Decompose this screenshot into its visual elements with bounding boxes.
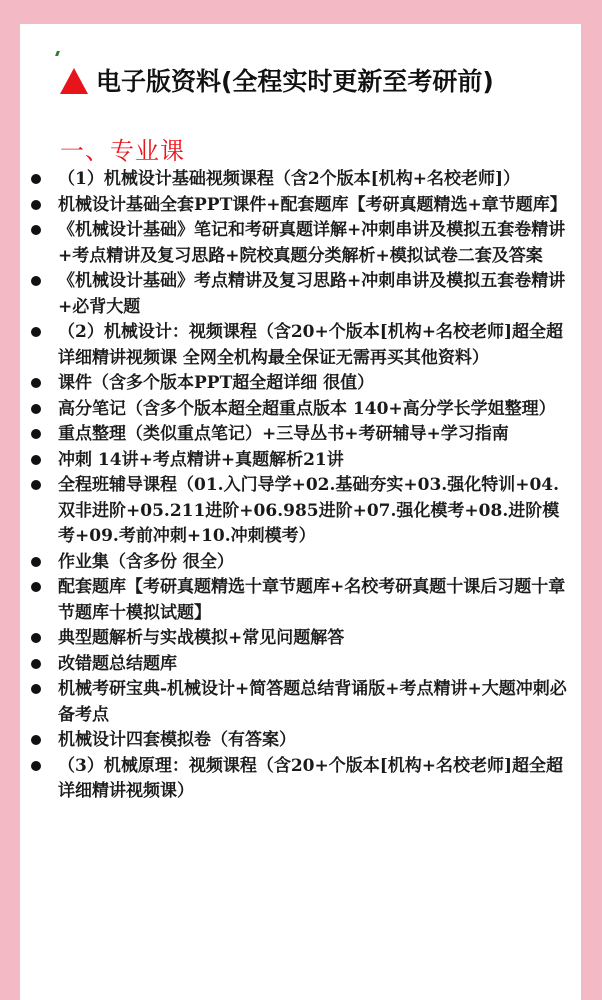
- list-item-text: 《机械设计基础》考点精讲及复习思路+冲刺串讲及模拟五套卷精讲+必背大题: [58, 271, 566, 317]
- document-card: [20, 24, 581, 1000]
- list-item-text: 配套题库【考研真题精选十章节题库+名校考研真题十课后习题十章节题库十模拟试题】: [58, 577, 566, 623]
- list-item: [20, 422, 581, 448]
- list-item: [20, 218, 581, 269]
- bullet-icon: [31, 480, 41, 490]
- list-item-text: 机械设计基础全套PPT课件+配套题库【考研真题精选+章节题库】: [58, 194, 567, 215]
- list-item-text: 机械设计四套模拟卷（有答案）: [58, 730, 296, 750]
- bullet-icon: [31, 225, 41, 235]
- bullet-icon: [31, 761, 41, 771]
- list-item: [20, 397, 581, 423]
- list-item: [20, 652, 581, 678]
- list-item: [20, 550, 581, 576]
- list-item: [20, 728, 581, 754]
- title-row: [60, 60, 494, 100]
- list-item-text: 高分笔记（含多个版本超全超重点版本 140+高分学长学姐整理）: [58, 398, 556, 419]
- list-item-text: 全程班辅导课程（01.入门导学+02.基础夯实+03.强化特训+04.双非进阶+05.211进阶+06.985进阶+07.强化模考+08.进阶模考+09.考前冲刺+10.冲刺模考）: [58, 475, 560, 546]
- list-item-text: （1）机械设计基础视频课程（含2个版本[机构+名校老师]）: [58, 169, 520, 189]
- list-item: [20, 320, 581, 371]
- list-item-text: 重点整理（类似重点笔记）+三导丛书+考研辅导+学习指南: [58, 424, 509, 444]
- list-item: [20, 575, 581, 626]
- bullet-icon: [31, 174, 41, 184]
- bullet-icon: [31, 276, 41, 286]
- list-item-text: 典型题解析与实战模拟+常见问题解答: [58, 628, 345, 648]
- list-item: [20, 448, 581, 474]
- list-item-text: （3）机械原理：视频课程（含20+个版本[机构+名校老师]超全超详细精讲视频课）: [58, 755, 564, 801]
- corner-mark: [55, 51, 60, 56]
- list-item: [20, 626, 581, 652]
- bullet-icon: [31, 404, 41, 414]
- bullet-icon: [31, 455, 41, 465]
- resource-list: [20, 167, 581, 805]
- list-item: [20, 193, 581, 219]
- list-item: [20, 677, 581, 728]
- list-item-text: 冲刺 14讲+考点精讲+真题解析21讲: [58, 449, 344, 470]
- list-item-text: 改错题总结题库: [58, 653, 177, 674]
- list-item-text: 《机械设计基础》笔记和考研真题详解+冲刺串讲及模拟五套卷精讲+考点精讲及复习思路+院校真题分类解析+模拟试卷二套及答案: [58, 220, 566, 266]
- bullet-icon: [31, 659, 41, 669]
- list-item-text: （2）机械设计：视频课程（含20+个版本[机构+名校老师]超全超详细精讲视频课 全网全机构最全保证无需再买其他资料）: [58, 322, 564, 368]
- bullet-icon: [31, 200, 41, 210]
- bullet-icon: [31, 557, 41, 567]
- bullet-icon: [31, 633, 41, 643]
- list-item: [20, 371, 581, 397]
- bullet-icon: [31, 378, 41, 388]
- list-item-text: 作业集（含多份 很全）: [58, 551, 234, 572]
- list-item-text: 机械考研宝典-机械设计+简答题总结背诵版+考点精讲+大题冲刺必备考点: [58, 679, 567, 725]
- bullet-icon: [31, 327, 41, 337]
- triangle-icon: [60, 68, 88, 94]
- list-item: [20, 269, 581, 320]
- list-item: [20, 754, 581, 805]
- list-item-text: 课件（含多个版本PPT超全超详细 很值）: [58, 373, 375, 393]
- list-item: [20, 167, 581, 193]
- page-title: 电子版资料(全程实时更新至考研前): [96, 67, 494, 96]
- bullet-icon: [31, 429, 41, 439]
- bullet-icon: [31, 684, 41, 694]
- bullet-icon: [31, 735, 41, 745]
- list-item: [20, 473, 581, 550]
- section-heading: 一、专业课: [60, 137, 185, 165]
- bullet-icon: [31, 582, 41, 592]
